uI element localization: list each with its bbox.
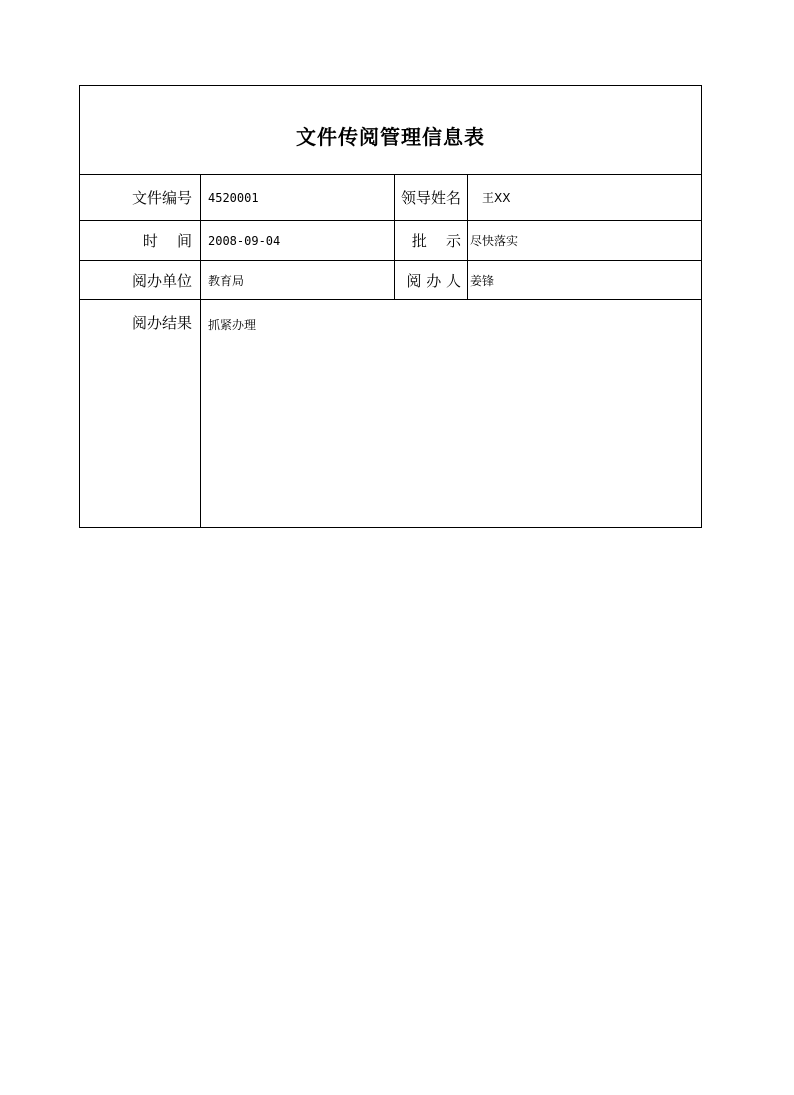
label-file-number: 文件编号 — [131, 189, 192, 207]
form-title: 文件传阅管理信息表 — [296, 124, 485, 149]
label-handling-unit: 阅办单位 — [131, 271, 192, 290]
title-row — [80, 86, 701, 175]
label-instruction: 批 示 — [411, 232, 461, 250]
file-circulation-form — [79, 85, 702, 528]
time-value[interactable]: 2008-09-04 — [208, 233, 281, 248]
label-leader-name: 领导姓名 — [400, 189, 461, 207]
handler-value[interactable]: 姜锋 — [470, 273, 495, 288]
handling-unit-value[interactable]: 教育局 — [208, 273, 245, 288]
file-number-value[interactable]: 4520001 — [208, 190, 259, 205]
label-handler: 阅 办 人 — [406, 271, 461, 290]
handling-result-value[interactable]: 抓紧办理 — [208, 318, 257, 332]
leader-name-value[interactable]: 王XX — [482, 191, 511, 205]
label-handling-result: 阅办结果 — [131, 313, 192, 332]
label-time: 时 间 — [142, 232, 192, 250]
instruction-value[interactable]: 尽快落实 — [470, 234, 519, 248]
